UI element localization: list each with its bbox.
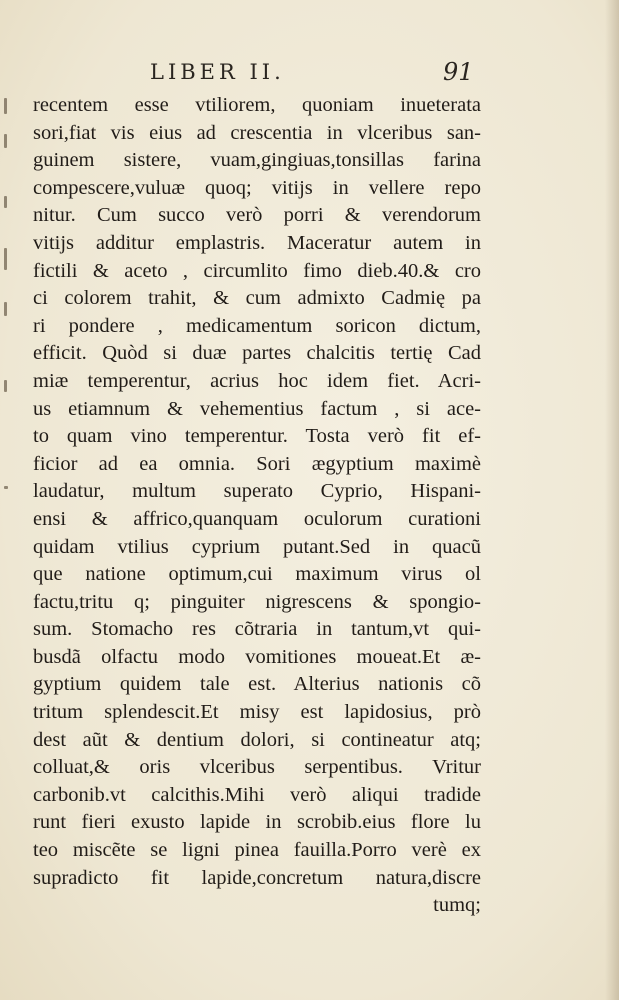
text-line: sum. Stomacho res cõtraria in tantum,vt qui- <box>33 618 481 641</box>
text-line: guinem sistere, vuam,gingiuas,tonsillas farina <box>33 149 481 172</box>
text-line: quidam vtilius cyprium putant.Sed in quacũ <box>33 535 481 558</box>
text-line: colluat,& oris vlceribus serpentibus. Vritur <box>33 756 481 779</box>
text-line: laudatur, multum superato Cyprio, Hispani- <box>33 480 481 503</box>
page-edge-shadow <box>605 0 619 1000</box>
text-line: ri pondere , medicamentum soricon dictum, <box>33 314 481 337</box>
text-line: us etiamnum & vehementius factum , si ace- <box>33 397 481 420</box>
running-head <box>0 56 619 92</box>
text-line: supradicto fit lapide,concretum natura,discre <box>33 866 481 889</box>
text-line: recentem esse vtiliorem, quoniam inueterata <box>33 94 481 116</box>
text-line: ci colorem trahit, & cum admixto Cadmię pa <box>33 287 481 310</box>
text-line: dest aũt & dentium dolori, si contineatur atq; <box>33 728 481 751</box>
text-line: teo miscẽte se ligni pinea fauilla.Porro verè ex <box>33 839 481 862</box>
text-line: sori,fiat vis eius ad crescentia in vlceribus san- <box>33 121 481 144</box>
text-line: que natione optimum,cui maximum virus ol <box>33 563 481 586</box>
running-title: LIBER II. <box>150 60 285 84</box>
text-line: compescere,vuluæ quoq; vitijs in vellere repo <box>33 176 481 199</box>
show-through-marks <box>4 90 18 530</box>
text-line: ensi & affrico,quanquam oculorum curationi <box>33 507 481 530</box>
text-line: vitijs additur emplastris. Maceratur autem in <box>33 231 481 254</box>
page-number: 91 <box>443 58 474 86</box>
text-line: carbonib.vt calcithis.Mihi verò aliqui tradide <box>33 783 481 806</box>
text-line: tritum splendescit.Et misy est lapidosius, prò <box>33 701 481 724</box>
catchword: tumq; <box>433 894 481 917</box>
text-line: busdã olfactu modo vomitiones moueat.Et æ- <box>33 645 481 668</box>
text-line: ficior ad ea omnia. Sori ægyptium maximè <box>33 452 481 475</box>
text-line: nitur. Cum succo verò porri & verendorum <box>33 204 481 227</box>
text-line: factu,tritu q; pinguiter nigrescens & spongio- <box>33 590 481 613</box>
body-text <box>33 92 481 920</box>
text-line: runt fieri exusto lapide in scrobib.eius flore lu <box>33 811 481 834</box>
text-line: gyptium quidem tale est. Alterius nationis cõ <box>33 673 481 696</box>
text-line: to quam vino temperentur. Tosta verò fit ef- <box>33 425 481 448</box>
text-line: miæ temperentur, acrius hoc idem fiet. Acri- <box>33 369 481 392</box>
text-line: efficit. Quòd si duæ partes chalcitis tertię Cad <box>33 342 481 365</box>
text-line: fictili & aceto , circumlito fimo dieb.40.& cro <box>33 259 481 282</box>
